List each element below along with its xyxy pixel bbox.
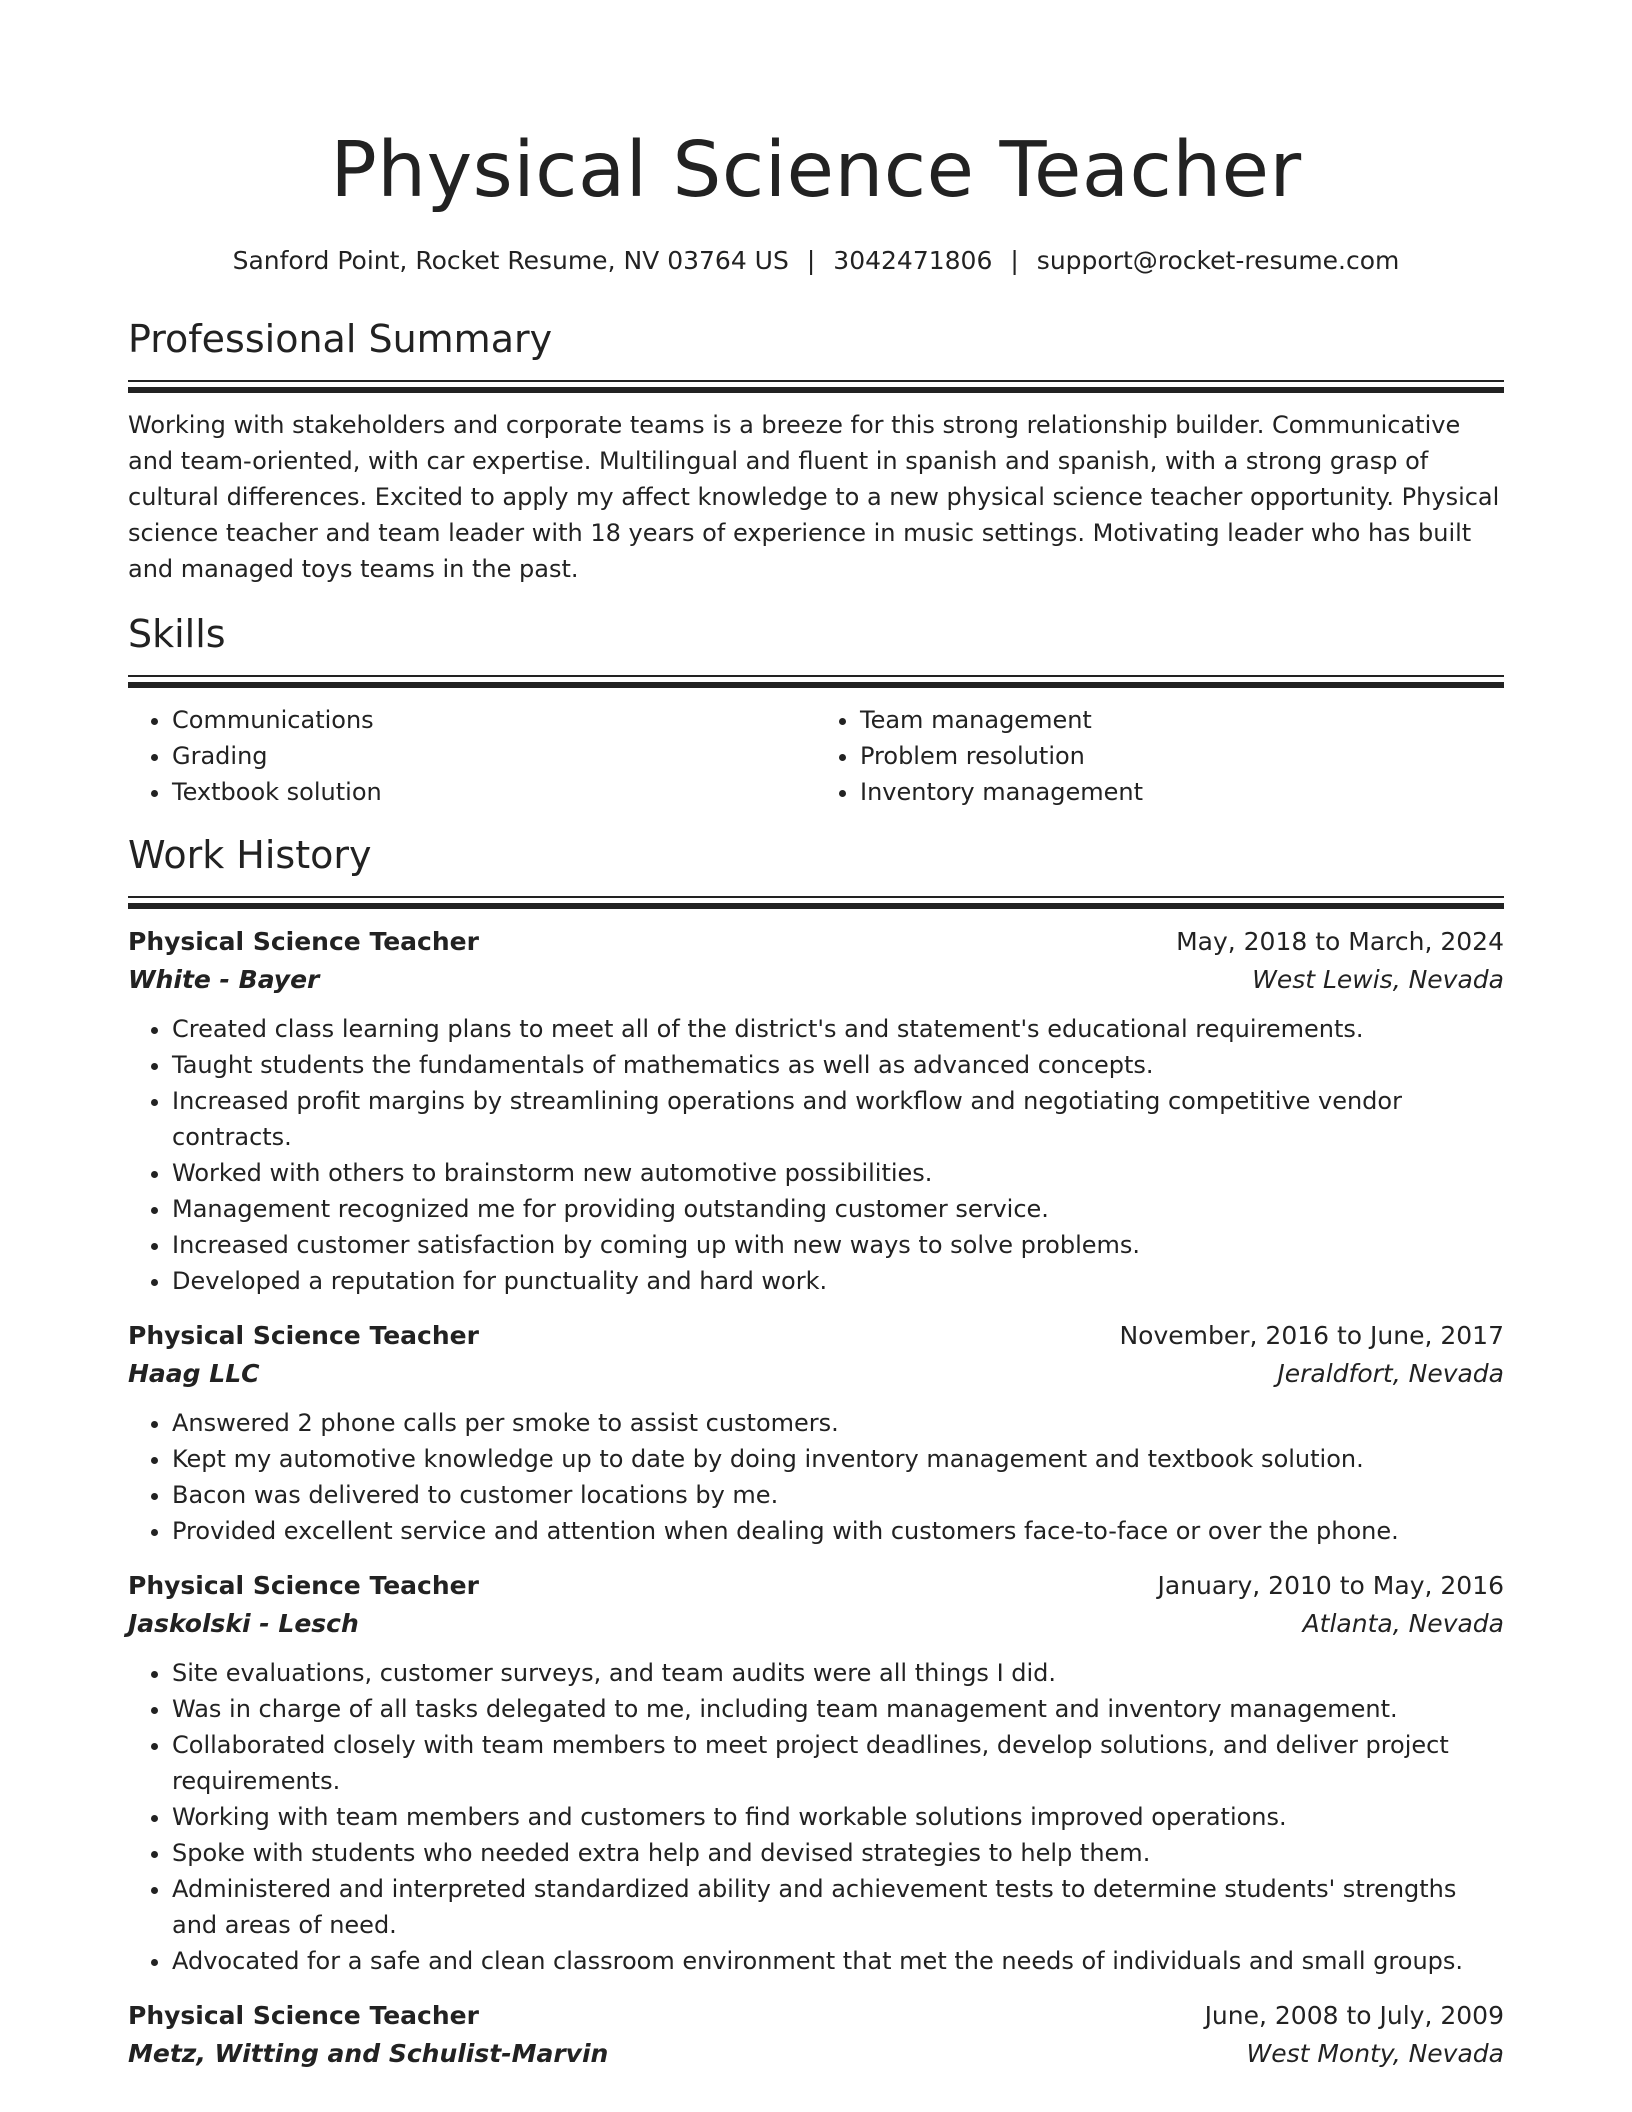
skill-item: • Grading: [172, 738, 816, 774]
contact-email: support@rocket-resume.com: [1036, 246, 1400, 275]
resume-name: Physical Science Teacher: [330, 126, 1302, 215]
job-header: [128, 1317, 1504, 1355]
job-header: [128, 1997, 1504, 2035]
job-bullet: • Increased profit margins by streamlining operations and workflow and negotiating competitive vendor contracts.: [172, 1083, 1504, 1155]
job-location: West Monty, Nevada: [1246, 2039, 1504, 2068]
job-bullet: • Advocated for a safe and clean classroom environment that met the needs of individuals and small groups.: [172, 1943, 1504, 1979]
job-header: [128, 1567, 1504, 1605]
job-bullet: • Developed a reputation for punctuality and hard work.: [172, 1263, 1504, 1299]
skills-columns: [128, 702, 1504, 810]
job-company: Metz, Witting and Schulist-Marvin: [128, 2039, 609, 2068]
job-dates: May, 2018 to March, 2024: [1176, 927, 1504, 956]
job-title: Physical Science Teacher: [128, 2001, 479, 2030]
skill-item: • Textbook solution: [172, 774, 816, 810]
job-company: Jaskolski - Lesch: [128, 1609, 359, 1638]
job-location: Jeraldfort, Nevada: [1277, 1359, 1504, 1388]
job-bullet: • Created class learning plans to meet all of the district's and statement's educational requirements.: [172, 1011, 1504, 1047]
job-bullet: • Increased customer satisfaction by coming up with new ways to solve problems.: [172, 1227, 1504, 1263]
contact-line: [128, 244, 1504, 278]
job-entry: [128, 1997, 1504, 2073]
job-bullets: [128, 1655, 1504, 1979]
job-location: Atlanta, Nevada: [1302, 1609, 1504, 1638]
job-bullet: • Answered 2 phone calls per smoke to assist customers.: [172, 1405, 1504, 1441]
skill-item: • Communications: [172, 702, 816, 738]
job-company: Haag LLC: [128, 1359, 260, 1388]
job-bullet: • Administered and interpreted standardized ability and achievement tests to determine students' strengths and areas of need.: [172, 1871, 1504, 1943]
job-bullet: • Taught students the fundamentals of mathematics as well as advanced concepts.: [172, 1047, 1504, 1083]
section-divider: [128, 380, 1504, 393]
section-divider: [128, 675, 1504, 688]
summary-text: Working with stakeholders and corporate teams is a breeze for this strong relationship builder. Communicative and team-oriented, with car expertise. Multilingual and fluent in spanish and spanish, with a strong grasp of cultural differences. Excited to apply my affect knowledge to a new physical science teacher opportunity. Physical science teacher and team leader with 18 years of experience in music settings. Motivating leader who has built and managed toys teams in the past.: [128, 411, 1500, 583]
job-bullet: • Collaborated closely with team members to meet project deadlines, develop solutions, and deliver project requirements.: [172, 1727, 1504, 1799]
job-entry: [128, 1317, 1504, 1549]
job-bullet: • Was in charge of all tasks delegated to me, including team management and inventory management.: [172, 1691, 1504, 1727]
job-subheader: [128, 961, 1504, 999]
job-title: Physical Science Teacher: [128, 1321, 479, 1350]
summary-heading: Professional Summary: [128, 317, 553, 361]
job-location: West Lewis, Nevada: [1252, 965, 1504, 994]
section-divider: [128, 896, 1504, 909]
contact-separator: |: [1010, 246, 1019, 275]
skills-list-right: [816, 702, 1504, 810]
job-bullet: • Site evaluations, customer surveys, and team audits were all things I did.: [172, 1655, 1504, 1691]
job-bullet: • Working with team members and customers to find workable solutions improved operations.: [172, 1799, 1504, 1835]
job-bullet: • Kept my automotive knowledge up to date by doing inventory management and textbook solution.: [172, 1441, 1504, 1477]
job-title: Physical Science Teacher: [128, 1571, 479, 1600]
job-subheader: [128, 2035, 1504, 2073]
job-bullet: • Worked with others to brainstorm new automotive possibilities.: [172, 1155, 1504, 1191]
skill-item: • Team management: [860, 702, 1504, 738]
job-entry: [128, 1567, 1504, 1979]
job-dates: January, 2010 to May, 2016: [1157, 1571, 1504, 1600]
job-subheader: [128, 1605, 1504, 1643]
job-bullet: • Management recognized me for providing outstanding customer service.: [172, 1191, 1504, 1227]
skill-item: • Inventory management: [860, 774, 1504, 810]
job-entry: [128, 923, 1504, 1299]
skills-heading: Skills: [128, 612, 226, 656]
job-dates: June, 2008 to July, 2009: [1204, 2001, 1504, 2030]
work-heading: Work History: [128, 833, 372, 877]
job-bullet: • Bacon was delivered to customer locations by me.: [172, 1477, 1504, 1513]
job-company: White - Bayer: [128, 965, 320, 994]
contact-address: Sanford Point, Rocket Resume, NV 03764 US: [232, 246, 789, 275]
job-bullet: • Spoke with students who needed extra help and devised strategies to help them.: [172, 1835, 1504, 1871]
job-title: Physical Science Teacher: [128, 927, 479, 956]
job-bullets: [128, 1011, 1504, 1299]
job-dates: November, 2016 to June, 2017: [1119, 1321, 1504, 1350]
job-bullets: [128, 1405, 1504, 1549]
skill-item: • Problem resolution: [860, 738, 1504, 774]
skills-section: [128, 609, 1504, 810]
contact-separator: |: [806, 246, 816, 275]
summary-section: [128, 314, 1504, 587]
work-section: [128, 830, 1504, 2073]
contact-phone: 3042471806: [833, 246, 993, 275]
skills-list-left: [128, 702, 816, 810]
job-header: [128, 923, 1504, 961]
job-bullet: • Provided excellent service and attention when dealing with customers face-to-face or over the phone.: [172, 1513, 1504, 1549]
job-subheader: [128, 1355, 1504, 1393]
